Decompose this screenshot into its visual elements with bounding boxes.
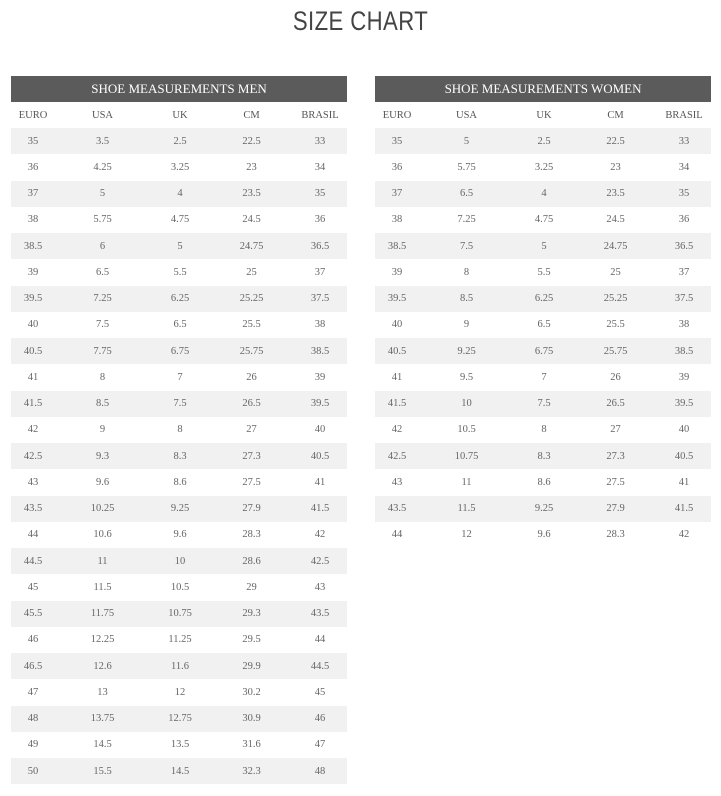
cell-cm: 25.25 xyxy=(210,286,293,312)
cell-brasil: 33 xyxy=(293,128,347,154)
cell-cm: 29.9 xyxy=(210,653,293,679)
men-table-body xyxy=(11,128,347,784)
cell-cm: 27.5 xyxy=(210,469,293,495)
table-row xyxy=(11,679,347,705)
cell-usa: 7.25 xyxy=(55,286,150,312)
cell-usa: 3.5 xyxy=(55,128,150,154)
cell-usa: 6 xyxy=(55,233,150,259)
cell-uk: 4.75 xyxy=(150,207,210,233)
cell-brasil: 44 xyxy=(293,627,347,653)
cell-cm: 25.5 xyxy=(210,312,293,338)
cell-cm: 30.2 xyxy=(210,679,293,705)
cell-usa: 7.5 xyxy=(55,312,150,338)
cell-euro: 43.5 xyxy=(375,496,419,522)
cell-usa: 10 xyxy=(419,391,514,417)
cell-cm: 29.3 xyxy=(210,601,293,627)
table-row xyxy=(11,522,347,548)
table-row xyxy=(375,443,711,469)
men-column-headers xyxy=(11,102,347,128)
cell-uk: 9.6 xyxy=(514,522,574,548)
column-header-usa: USA xyxy=(55,102,150,128)
cell-uk: 6.5 xyxy=(514,312,574,338)
cell-uk: 8.3 xyxy=(150,443,210,469)
cell-cm: 30.9 xyxy=(210,706,293,732)
cell-brasil: 34 xyxy=(657,154,711,180)
cell-usa: 14.5 xyxy=(55,732,150,758)
cell-brasil: 34 xyxy=(293,154,347,180)
cell-uk: 12.75 xyxy=(150,706,210,732)
cell-uk: 8 xyxy=(150,417,210,443)
cell-cm: 25.75 xyxy=(210,338,293,364)
cell-usa: 6.5 xyxy=(55,259,150,285)
cell-uk: 11.25 xyxy=(150,627,210,653)
cell-uk: 4.75 xyxy=(514,207,574,233)
cell-usa: 13 xyxy=(55,679,150,705)
table-row xyxy=(11,548,347,574)
table-row xyxy=(11,364,347,390)
cell-uk: 5 xyxy=(150,233,210,259)
cell-usa: 9 xyxy=(55,417,150,443)
cell-cm: 27.9 xyxy=(574,496,657,522)
cell-usa: 10.5 xyxy=(419,417,514,443)
cell-uk: 5.5 xyxy=(514,259,574,285)
table-row xyxy=(11,128,347,154)
table-row xyxy=(375,286,711,312)
cell-cm: 26.5 xyxy=(574,391,657,417)
cell-brasil: 40.5 xyxy=(293,443,347,469)
column-header-usa: USA xyxy=(419,102,514,128)
cell-cm: 25.5 xyxy=(574,312,657,338)
table-row xyxy=(375,154,711,180)
table-row xyxy=(11,627,347,653)
cell-usa: 4.25 xyxy=(55,154,150,180)
cell-usa: 11 xyxy=(419,469,514,495)
cell-euro: 42 xyxy=(11,417,55,443)
cell-cm: 24.5 xyxy=(210,207,293,233)
cell-cm: 27.5 xyxy=(574,469,657,495)
cell-uk: 7.5 xyxy=(150,391,210,417)
cell-cm: 23 xyxy=(574,154,657,180)
cell-euro: 43.5 xyxy=(11,496,55,522)
column-header-cm: CM xyxy=(574,102,657,128)
cell-usa: 6.5 xyxy=(419,181,514,207)
cell-brasil: 38 xyxy=(657,312,711,338)
cell-cm: 28.3 xyxy=(574,522,657,548)
table-row xyxy=(375,338,711,364)
cell-cm: 28.6 xyxy=(210,548,293,574)
cell-uk: 9.25 xyxy=(514,496,574,522)
cell-usa: 9 xyxy=(419,312,514,338)
cell-uk: 3.25 xyxy=(514,154,574,180)
column-header-brasil: BRASIL xyxy=(657,102,711,128)
women-column-headers xyxy=(375,102,711,128)
table-row xyxy=(375,496,711,522)
table-row xyxy=(11,312,347,338)
cell-brasil: 42 xyxy=(293,522,347,548)
table-row xyxy=(375,522,711,548)
cell-cm: 23 xyxy=(210,154,293,180)
cell-euro: 45 xyxy=(11,574,55,600)
cell-euro: 39 xyxy=(11,259,55,285)
table-row xyxy=(375,417,711,443)
cell-euro: 44 xyxy=(375,522,419,548)
cell-cm: 27 xyxy=(574,417,657,443)
cell-usa: 7.75 xyxy=(55,338,150,364)
cell-usa: 5.75 xyxy=(419,154,514,180)
cell-uk: 7 xyxy=(514,364,574,390)
table-row xyxy=(375,312,711,338)
table-row xyxy=(375,181,711,207)
cell-euro: 41.5 xyxy=(375,391,419,417)
cell-uk: 7.5 xyxy=(514,391,574,417)
table-row xyxy=(11,286,347,312)
table-row xyxy=(11,496,347,522)
cell-uk: 6.5 xyxy=(150,312,210,338)
cell-brasil: 35 xyxy=(293,181,347,207)
cell-uk: 3.25 xyxy=(150,154,210,180)
cell-uk: 6.25 xyxy=(150,286,210,312)
cell-usa: 12 xyxy=(419,522,514,548)
cell-brasil: 47 xyxy=(293,732,347,758)
cell-euro: 35 xyxy=(11,128,55,154)
cell-euro: 38.5 xyxy=(11,233,55,259)
cell-euro: 50 xyxy=(11,758,55,784)
cell-euro: 48 xyxy=(11,706,55,732)
men-size-table xyxy=(11,76,347,784)
cell-brasil: 36 xyxy=(293,207,347,233)
cell-cm: 27 xyxy=(210,417,293,443)
column-header-euro: EURO xyxy=(11,102,55,128)
cell-brasil: 41.5 xyxy=(657,496,711,522)
table-row xyxy=(11,706,347,732)
cell-euro: 40.5 xyxy=(11,338,55,364)
cell-uk: 6.75 xyxy=(514,338,574,364)
cell-brasil: 43.5 xyxy=(293,601,347,627)
women-size-table xyxy=(375,76,711,548)
cell-cm: 25 xyxy=(210,259,293,285)
cell-euro: 36 xyxy=(375,154,419,180)
cell-usa: 10.6 xyxy=(55,522,150,548)
cell-euro: 41 xyxy=(375,364,419,390)
page-title: SIZE CHART xyxy=(292,6,429,36)
table-row xyxy=(11,469,347,495)
cell-usa: 12.6 xyxy=(55,653,150,679)
cell-euro: 43 xyxy=(11,469,55,495)
cell-euro: 39.5 xyxy=(11,286,55,312)
cell-usa: 7.25 xyxy=(419,207,514,233)
cell-uk: 6.25 xyxy=(514,286,574,312)
cell-brasil: 36 xyxy=(657,207,711,233)
cell-cm: 27.3 xyxy=(574,443,657,469)
cell-euro: 38 xyxy=(375,207,419,233)
cell-euro: 44.5 xyxy=(11,548,55,574)
cell-usa: 12.25 xyxy=(55,627,150,653)
table-row xyxy=(11,181,347,207)
cell-usa: 8 xyxy=(419,259,514,285)
cell-cm: 25 xyxy=(574,259,657,285)
cell-cm: 27.3 xyxy=(210,443,293,469)
cell-usa: 13.75 xyxy=(55,706,150,732)
table-row xyxy=(11,601,347,627)
column-header-euro: EURO xyxy=(375,102,419,128)
cell-brasil: 37.5 xyxy=(293,286,347,312)
cell-euro: 38.5 xyxy=(375,233,419,259)
cell-euro: 43 xyxy=(375,469,419,495)
cell-brasil: 42.5 xyxy=(293,548,347,574)
column-header-cm: CM xyxy=(210,102,293,128)
cell-uk: 2.5 xyxy=(150,128,210,154)
cell-euro: 42.5 xyxy=(375,443,419,469)
cell-usa: 5 xyxy=(419,128,514,154)
cell-cm: 23.5 xyxy=(574,181,657,207)
cell-cm: 27.9 xyxy=(210,496,293,522)
cell-usa: 11.75 xyxy=(55,601,150,627)
cell-euro: 37 xyxy=(375,181,419,207)
cell-euro: 40 xyxy=(375,312,419,338)
cell-brasil: 33 xyxy=(657,128,711,154)
cell-cm: 31.6 xyxy=(210,732,293,758)
cell-usa: 5.75 xyxy=(55,207,150,233)
cell-euro: 42 xyxy=(375,417,419,443)
cell-euro: 47 xyxy=(11,679,55,705)
cell-usa: 9.25 xyxy=(419,338,514,364)
cell-brasil: 40 xyxy=(657,417,711,443)
cell-brasil: 44.5 xyxy=(293,653,347,679)
cell-cm: 32.3 xyxy=(210,758,293,784)
table-row xyxy=(11,653,347,679)
cell-cm: 24.75 xyxy=(574,233,657,259)
table-row xyxy=(375,469,711,495)
cell-uk: 14.5 xyxy=(150,758,210,784)
column-header-uk: UK xyxy=(150,102,210,128)
cell-uk: 10.75 xyxy=(150,601,210,627)
cell-usa: 15.5 xyxy=(55,758,150,784)
cell-uk: 5.5 xyxy=(150,259,210,285)
cell-cm: 23.5 xyxy=(210,181,293,207)
table-row xyxy=(375,233,711,259)
cell-uk: 8.6 xyxy=(150,469,210,495)
cell-cm: 22.5 xyxy=(210,128,293,154)
cell-uk: 4 xyxy=(150,181,210,207)
cell-cm: 29.5 xyxy=(210,627,293,653)
cell-euro: 46 xyxy=(11,627,55,653)
cell-euro: 39.5 xyxy=(375,286,419,312)
cell-usa: 11 xyxy=(55,548,150,574)
table-row xyxy=(11,154,347,180)
cell-brasil: 41 xyxy=(657,469,711,495)
cell-euro: 45.5 xyxy=(11,601,55,627)
cell-usa: 8 xyxy=(55,364,150,390)
cell-usa: 8.5 xyxy=(55,391,150,417)
cell-euro: 39 xyxy=(375,259,419,285)
cell-brasil: 39 xyxy=(293,364,347,390)
table-row xyxy=(11,259,347,285)
table-row xyxy=(11,758,347,784)
cell-euro: 41 xyxy=(11,364,55,390)
table-row xyxy=(11,443,347,469)
cell-cm: 22.5 xyxy=(574,128,657,154)
cell-uk: 10 xyxy=(150,548,210,574)
cell-cm: 26 xyxy=(574,364,657,390)
cell-uk: 2.5 xyxy=(514,128,574,154)
cell-uk: 8.6 xyxy=(514,469,574,495)
cell-brasil: 35 xyxy=(657,181,711,207)
cell-usa: 10.75 xyxy=(419,443,514,469)
cell-uk: 8.3 xyxy=(514,443,574,469)
cell-brasil: 38.5 xyxy=(293,338,347,364)
table-row xyxy=(11,732,347,758)
cell-cm: 25.75 xyxy=(574,338,657,364)
cell-cm: 24.5 xyxy=(574,207,657,233)
column-header-brasil: BRASIL xyxy=(293,102,347,128)
table-row xyxy=(375,207,711,233)
table-row xyxy=(375,391,711,417)
cell-brasil: 40 xyxy=(293,417,347,443)
table-row xyxy=(11,391,347,417)
cell-brasil: 39.5 xyxy=(293,391,347,417)
cell-usa: 7.5 xyxy=(419,233,514,259)
cell-cm: 26.5 xyxy=(210,391,293,417)
cell-brasil: 45 xyxy=(293,679,347,705)
cell-uk: 11.6 xyxy=(150,653,210,679)
cell-brasil: 36.5 xyxy=(657,233,711,259)
men-table-title: SHOE MEASUREMENTS MEN xyxy=(11,76,347,102)
cell-uk: 7 xyxy=(150,364,210,390)
table-row xyxy=(375,364,711,390)
cell-cm: 24.75 xyxy=(210,233,293,259)
cell-uk: 13.5 xyxy=(150,732,210,758)
cell-uk: 5 xyxy=(514,233,574,259)
table-row xyxy=(11,574,347,600)
cell-euro: 44 xyxy=(11,522,55,548)
cell-brasil: 37 xyxy=(657,259,711,285)
table-row xyxy=(11,417,347,443)
cell-brasil: 43 xyxy=(293,574,347,600)
column-header-uk: UK xyxy=(514,102,574,128)
cell-usa: 8.5 xyxy=(419,286,514,312)
cell-euro: 46.5 xyxy=(11,653,55,679)
cell-cm: 25.25 xyxy=(574,286,657,312)
cell-usa: 10.25 xyxy=(55,496,150,522)
cell-uk: 6.75 xyxy=(150,338,210,364)
cell-brasil: 40.5 xyxy=(657,443,711,469)
cell-euro: 41.5 xyxy=(11,391,55,417)
cell-uk: 9.6 xyxy=(150,522,210,548)
cell-usa: 9.5 xyxy=(419,364,514,390)
cell-euro: 38 xyxy=(11,207,55,233)
cell-brasil: 39.5 xyxy=(657,391,711,417)
cell-usa: 5 xyxy=(55,181,150,207)
cell-uk: 12 xyxy=(150,679,210,705)
cell-brasil: 41 xyxy=(293,469,347,495)
table-row xyxy=(375,259,711,285)
cell-cm: 26 xyxy=(210,364,293,390)
cell-brasil: 48 xyxy=(293,758,347,784)
cell-brasil: 42 xyxy=(657,522,711,548)
cell-brasil: 39 xyxy=(657,364,711,390)
cell-usa: 9.6 xyxy=(55,469,150,495)
women-table-title: SHOE MEASUREMENTS WOMEN xyxy=(375,76,711,102)
cell-uk: 9.25 xyxy=(150,496,210,522)
cell-usa: 9.3 xyxy=(55,443,150,469)
cell-usa: 11.5 xyxy=(419,496,514,522)
cell-uk: 8 xyxy=(514,417,574,443)
table-row xyxy=(375,128,711,154)
cell-brasil: 36.5 xyxy=(293,233,347,259)
cell-euro: 49 xyxy=(11,732,55,758)
cell-brasil: 37 xyxy=(293,259,347,285)
cell-euro: 35 xyxy=(375,128,419,154)
cell-brasil: 38 xyxy=(293,312,347,338)
cell-brasil: 38.5 xyxy=(657,338,711,364)
cell-euro: 42.5 xyxy=(11,443,55,469)
women-table-body xyxy=(375,128,711,548)
cell-uk: 4 xyxy=(514,181,574,207)
cell-euro: 40.5 xyxy=(375,338,419,364)
cell-cm: 28.3 xyxy=(210,522,293,548)
cell-brasil: 46 xyxy=(293,706,347,732)
cell-uk: 10.5 xyxy=(150,574,210,600)
table-row xyxy=(11,233,347,259)
table-row xyxy=(11,207,347,233)
cell-euro: 37 xyxy=(11,181,55,207)
table-row xyxy=(11,338,347,364)
cell-brasil: 41.5 xyxy=(293,496,347,522)
cell-cm: 29 xyxy=(210,574,293,600)
cell-brasil: 37.5 xyxy=(657,286,711,312)
cell-euro: 40 xyxy=(11,312,55,338)
cell-usa: 11.5 xyxy=(55,574,150,600)
cell-euro: 36 xyxy=(11,154,55,180)
